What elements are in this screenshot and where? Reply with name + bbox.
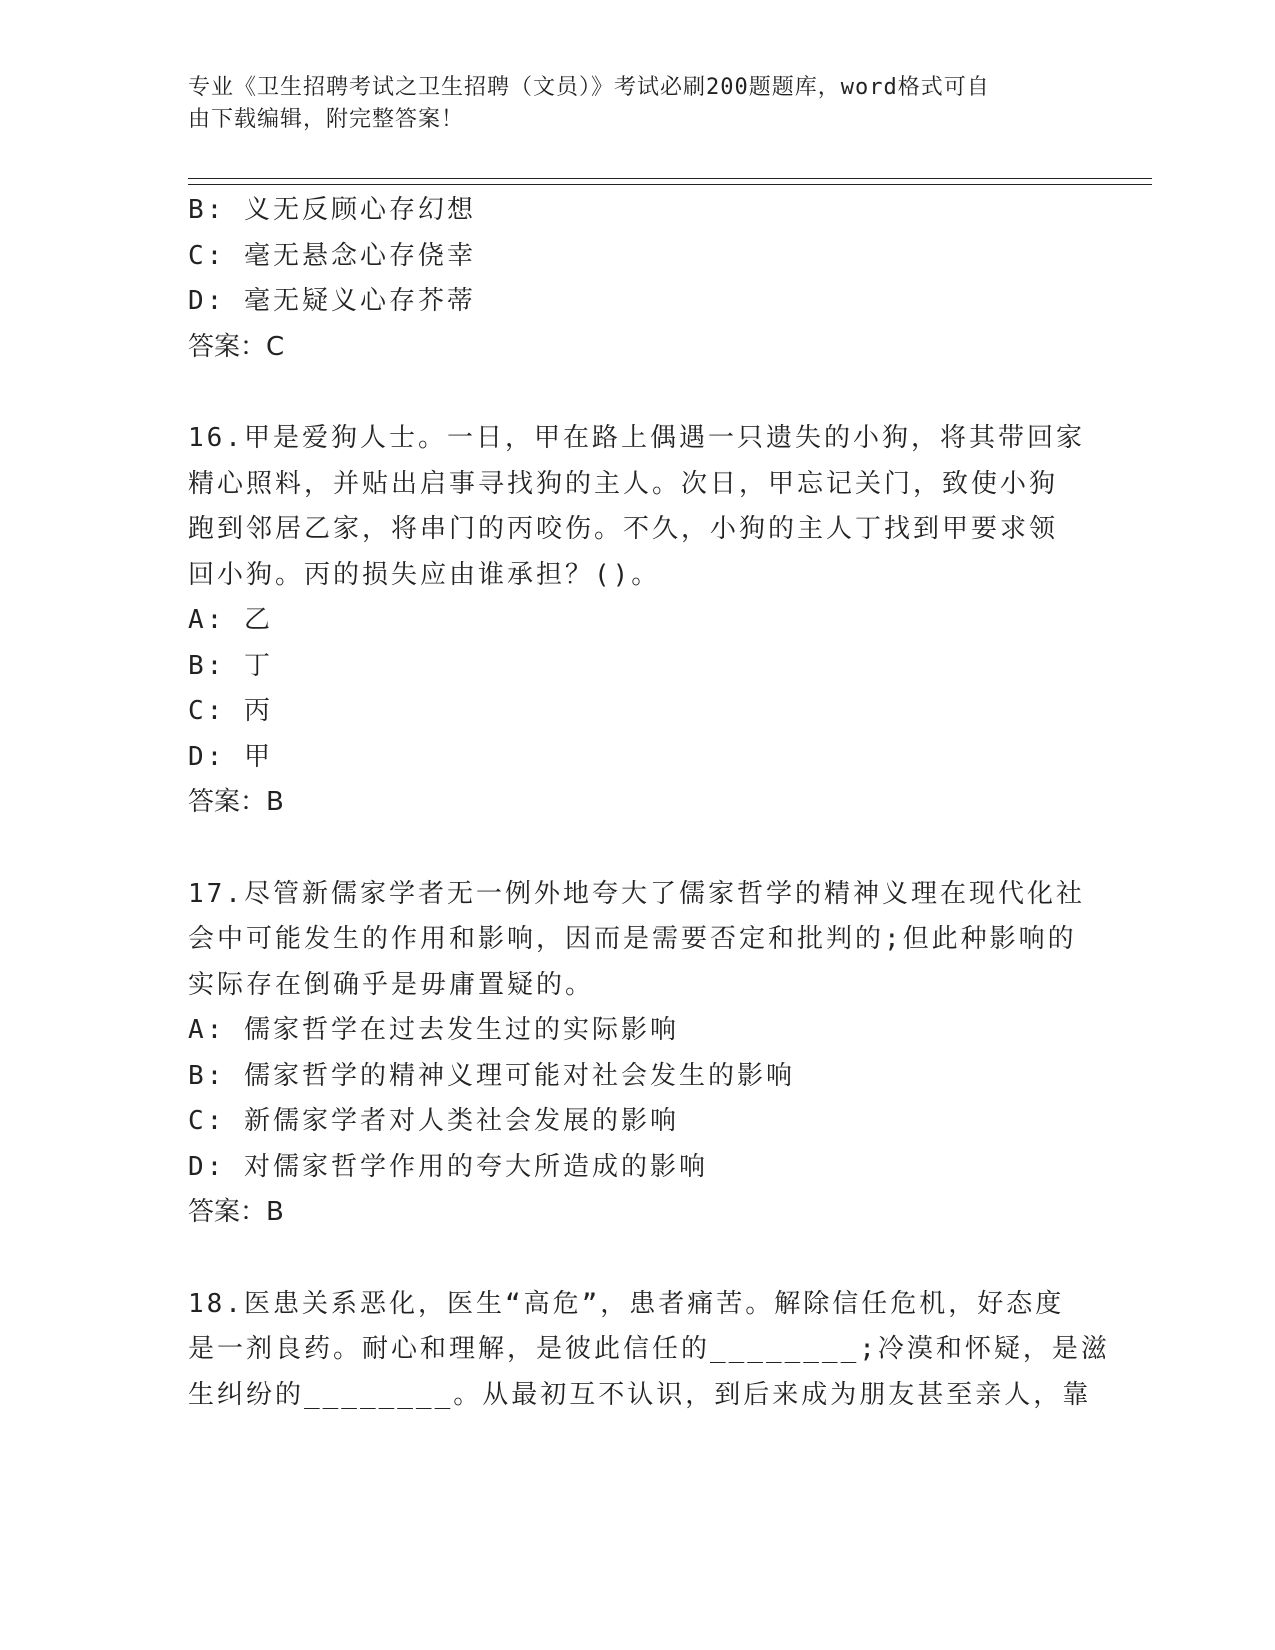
document-header [188, 72, 1078, 136]
header-line-2: 由下载编辑，附完整答案！ [188, 107, 465, 132]
option-a: A: 儒家哲学在过去发生过的实际影响 [188, 1015, 679, 1045]
question-stem-line: 生纠纷的________。从最初互不认识，到后来成为朋友甚至亲人，靠 [188, 1379, 1092, 1410]
header-divider-top [188, 178, 1152, 179]
option-c: C: 毫无悬念心存侥幸 [188, 240, 476, 271]
question-stem-line: 18.医患关系恶化，医生“高危”，患者痛苦。解除信任危机，好态度 [188, 1288, 1065, 1319]
question-stem-line: 精心照料，并贴出启事寻找狗的主人。次日，甲忘记关门，致使小狗 [188, 468, 1059, 499]
option-c: C: 新儒家学者对人类社会发展的影响 [188, 1106, 679, 1136]
answer: 答案：B [188, 1197, 284, 1227]
spacer [188, 1236, 1088, 1282]
option-b: B: 儒家哲学的精神义理可能对社会发生的影响 [188, 1060, 795, 1091]
option-d: D: 毫无疑义心存芥蒂 [188, 286, 476, 316]
option-b: B: 义无反顾心存幻想 [188, 195, 476, 225]
question-18 [188, 1282, 1110, 1419]
question-stem-line: 16.甲是爱狗人士。一日，甲在路上偶遇一只遗失的小狗，将其带回家 [188, 423, 1085, 453]
question-15 [188, 188, 1088, 370]
option-d: D: 甲 [188, 741, 273, 772]
document-body [188, 188, 1110, 1418]
question-stem-line: 会中可能发生的作用和影响，因而是需要否定和批判的;但此种影响的 [188, 924, 1077, 954]
question-stem-line: 跑到邻居乙家，将串门的丙咬伤。不久，小狗的主人丁找到甲要求领 [188, 514, 1059, 544]
answer: 答案：B [188, 787, 284, 817]
option-a: A: 乙 [188, 605, 273, 635]
spacer [188, 370, 1088, 416]
question-stem-line: 17.尽管新儒家学者无一例外地夸大了儒家哲学的精神义理在现代化社 [188, 878, 1085, 909]
question-stem-line: 回小狗。丙的损失应由谁承担？()。 [188, 559, 661, 590]
question-stem-line: 是一剂良药。耐心和理解，是彼此信任的________;冷漠和怀疑，是滋 [188, 1334, 1110, 1364]
question-17 [188, 872, 1088, 1236]
option-d: D: 对儒家哲学作用的夸大所造成的影响 [188, 1151, 708, 1182]
question-stem-line: 实际存在倒确乎是毋庸置疑的。 [188, 969, 595, 1000]
option-b: B: 丁 [188, 650, 273, 681]
answer: 答案：C [188, 331, 285, 362]
question-16 [188, 416, 1088, 826]
option-c: C: 丙 [188, 696, 273, 726]
spacer [188, 826, 1088, 872]
header-line-1: 专业《卫生招聘考试之卫生招聘（文员）》考试必刷200题题库，word格式可自 [188, 75, 990, 100]
header-divider-bottom [188, 184, 1152, 185]
